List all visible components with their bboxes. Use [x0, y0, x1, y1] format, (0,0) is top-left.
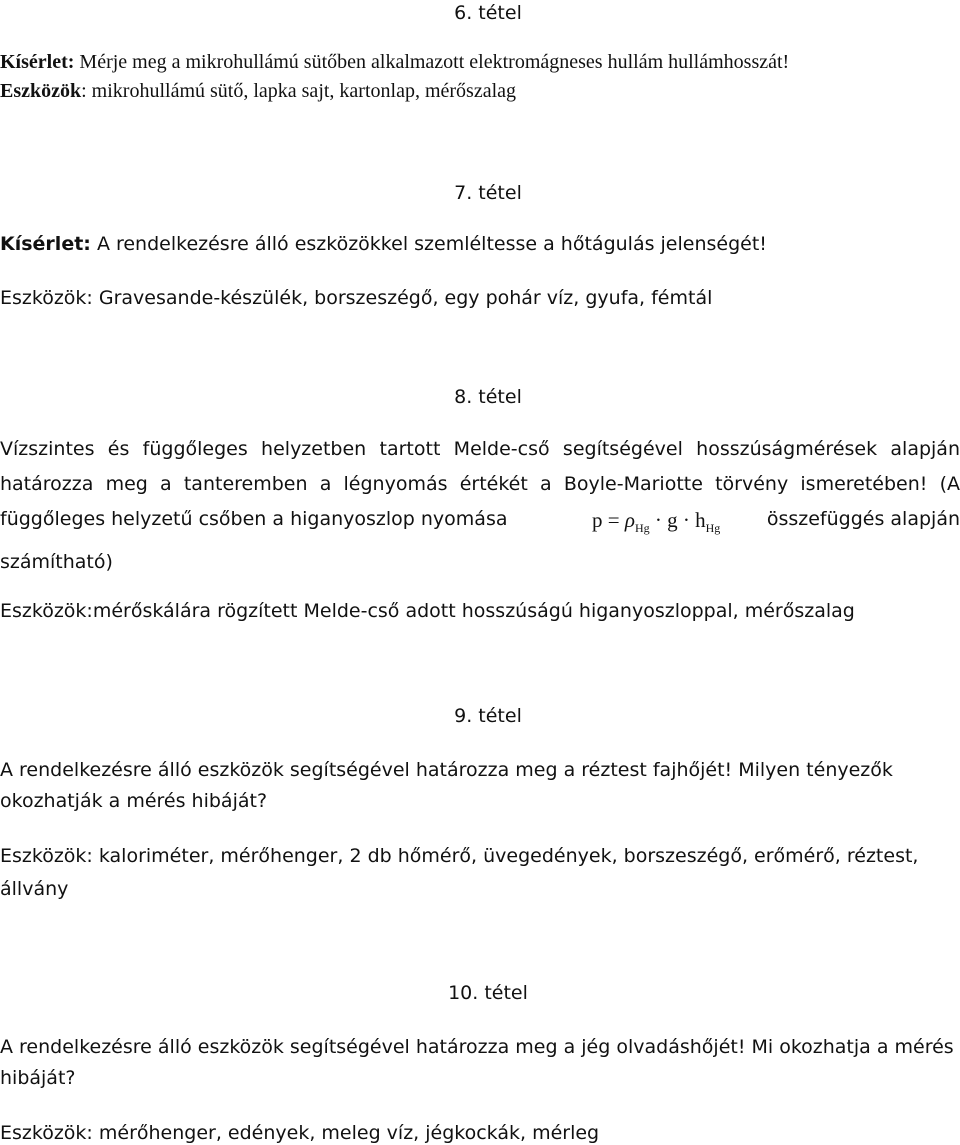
section7-tools: Eszközök: Gravesande-készülék, borszeszégő, egy pohár víz, gyufa, fémtál — [0, 287, 713, 309]
section8-line3-after: összefüggés alapján — [766, 508, 960, 530]
formula-eq: = — [607, 508, 620, 532]
section10-tools: Eszközök: mérőhenger, edények, meleg víz, jégkockák, mérleg — [0, 1122, 600, 1144]
section6-experiment — [0, 51, 789, 74]
section8-line3-before: függőleges helyzetű csőben a higanyoszlop nyomása — [0, 508, 508, 530]
section7-experiment — [0, 233, 767, 255]
experiment-text: A rendelkezésre álló eszközökkel szemléltesse a hőtágulás jelenségét! — [96, 233, 767, 255]
section6-heading: 6. tétel — [454, 2, 522, 24]
pressure-formula — [592, 508, 720, 536]
section8-line4: számítható) — [0, 551, 113, 573]
formula-sub1: Hg — [634, 521, 650, 536]
experiment-label: Kísérlet: — [0, 233, 91, 255]
formula-rho: ρ — [624, 508, 635, 532]
formula-p: p — [592, 508, 603, 532]
section8-tools: Eszközök:mérőskálára rögzített Melde-cső adott hosszúságú higanyoszloppal, mérőszalag — [0, 600, 855, 622]
section7-heading: 7. tétel — [454, 182, 522, 204]
tools-label: Eszközök — [0, 80, 82, 102]
section10-line1: A rendelkezésre álló eszközök segítségével határozza meg a jég olvadáshőjét! Mi okozhatja a mérés — [0, 1036, 954, 1058]
section9-line1: A rendelkezésre álló eszközök segítségével határozza meg a réztest fajhőjét! Milyen tényezők — [0, 759, 893, 781]
section9-heading: 9. tétel — [454, 705, 522, 727]
formula-h: h — [695, 508, 706, 532]
section8-heading: 8. tétel — [454, 386, 522, 408]
formula-dot1: · — [654, 508, 662, 532]
section8-line1: Vízszintes és függőleges helyzetben tartott Melde-cső segítségével hosszúságmérések alapján — [0, 438, 960, 460]
formula-g: g — [667, 508, 678, 532]
formula-sub2: Hg — [705, 521, 721, 536]
section8-line2: határozza meg a tanteremben a légnyomás értékét a Boyle-Mariotte törvény ismeretében! (A — [0, 473, 960, 495]
section6-tools — [0, 80, 516, 103]
tools-text: : mikrohullámú sütő, lapka sajt, kartonlap, mérőszalag — [81, 80, 517, 102]
section9-tools-line2: állvány — [0, 878, 69, 900]
formula-dot2: · — [682, 508, 690, 532]
section10-heading: 10. tétel — [448, 982, 528, 1004]
experiment-label: Kísérlet: — [0, 51, 75, 73]
section9-line2: okozhatják a mérés hibáját? — [0, 790, 268, 812]
section9-tools-line1: Eszközök: kaloriméter, mérőhenger, 2 db hőmérő, üvegedények, borszeszégő, erőmérő, réztest, — [0, 845, 919, 867]
section10-line2: hibáját? — [0, 1067, 76, 1089]
experiment-text: Mérje meg a mikrohullámú sütőben alkalmazott elektromágneses hullám hullámhosszát! — [79, 51, 790, 73]
